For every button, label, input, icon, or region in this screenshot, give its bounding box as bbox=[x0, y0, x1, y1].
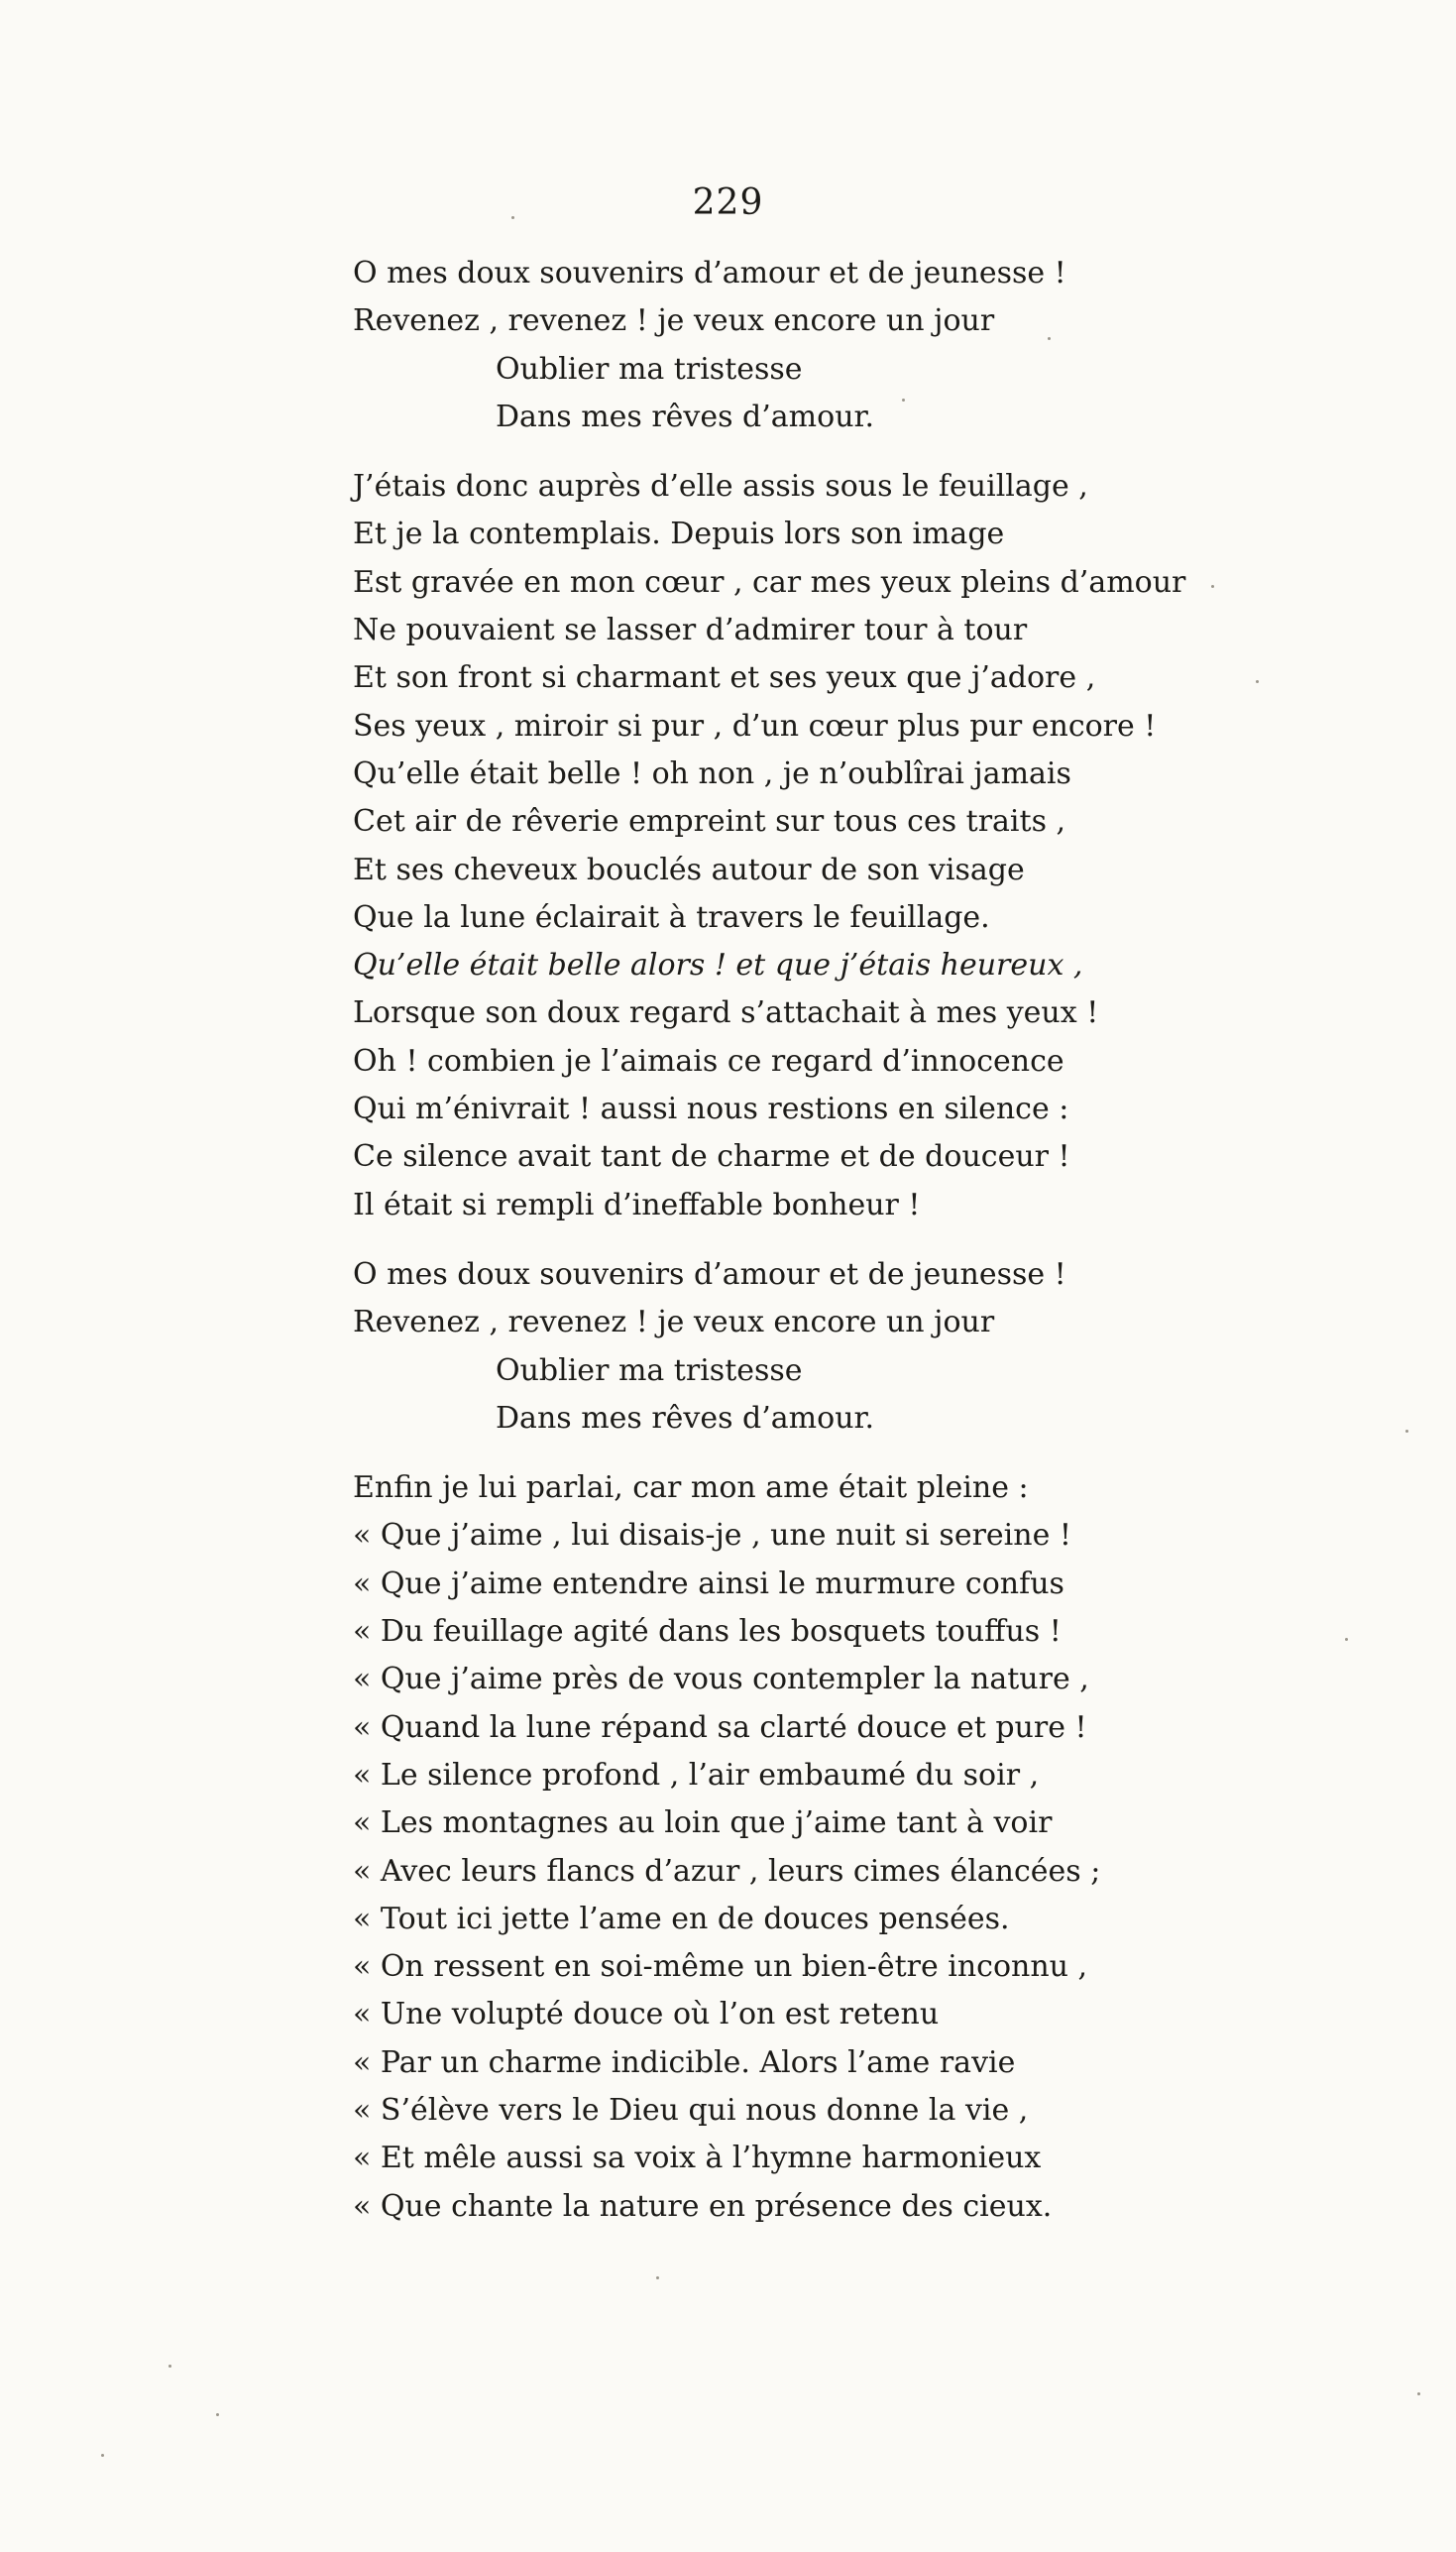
page-number: 229 bbox=[692, 182, 764, 223]
poem-line: « Que j’aime près de vous contempler la nature , bbox=[353, 1662, 1089, 1697]
poem-line: « Le silence profond , l’air embaumé du soir , bbox=[353, 1757, 1040, 1793]
poem-line: Qui m’énivrait ! aussi nous restions en silence : bbox=[353, 1092, 1069, 1127]
scan-speck bbox=[1345, 1638, 1348, 1641]
poem-line: « Tout ici jette l’ame en de douces pensées. bbox=[353, 1901, 1010, 1936]
scan-speck bbox=[1405, 1430, 1408, 1433]
verse-stanza bbox=[353, 463, 1344, 1229]
scan-speck bbox=[168, 2365, 171, 2368]
scan-speck bbox=[511, 216, 514, 219]
refrain-stanza bbox=[353, 1251, 1344, 1443]
poem-line: « Que j’aime entendre ainsi le murmure confus bbox=[353, 1566, 1064, 1601]
poem-line: Il était si rempli d’ineffable bonheur ! bbox=[353, 1187, 921, 1222]
poem-line: Revenez , revenez ! je veux encore un jour bbox=[353, 303, 995, 339]
scan-speck bbox=[101, 2454, 104, 2457]
poem-line: Revenez , revenez ! je veux encore un jour bbox=[353, 1305, 995, 1340]
poem-line: Qu’elle était belle ! oh non , je n’oublîrai jamais bbox=[353, 755, 1071, 791]
poem-line: Ce silence avait tant de charme et de douceur ! bbox=[353, 1139, 1070, 1175]
scan-speck bbox=[216, 2413, 219, 2416]
scan-speck bbox=[1417, 2392, 1420, 2395]
poem-line: Que la lune éclairait à travers le feuillage. bbox=[353, 899, 990, 935]
poem-line: Et ses cheveux bouclés autour de son visage bbox=[353, 852, 1025, 887]
poem-line: Ses yeux , miroir si pur , d’un cœur plus pur encore ! bbox=[353, 708, 1157, 744]
poem bbox=[353, 250, 1344, 2253]
poem-line: « Avec leurs flancs d’azur , leurs cimes élancées ; bbox=[353, 1853, 1101, 1889]
poem-line: « On ressent en soi-même un bien-être inconnu , bbox=[353, 1949, 1088, 1985]
poem-line: « Du feuillage agité dans les bosquets touffus ! bbox=[353, 1614, 1062, 1650]
poem-line: Cet air de rêverie empreint sur tous ces traits , bbox=[353, 804, 1066, 840]
poem-line: « S’élève vers le Dieu qui nous donne la vie , bbox=[353, 2092, 1029, 2128]
poem-line: « Et mêle aussi sa voix à l’hymne harmonieux bbox=[353, 2141, 1042, 2176]
poem-line: O mes doux souvenirs d’amour et de jeunesse ! bbox=[353, 1256, 1066, 1292]
poem-line: Oh ! combien je l’aimais ce regard d’innocence bbox=[353, 1043, 1064, 1079]
poem-line-indented: Oublier ma tristesse bbox=[496, 1352, 803, 1388]
scan-speck bbox=[656, 2276, 659, 2279]
poem-line: « Par un charme indicible. Alors l’ame ravie bbox=[353, 2044, 1016, 2080]
scan-speck bbox=[1256, 680, 1259, 683]
poem-line: « Une volupté douce où l’on est retenu bbox=[353, 1997, 940, 2032]
poem-line: « Que chante la nature en présence des cieux. bbox=[353, 2188, 1053, 2224]
poem-line: Et je la contemplais. Depuis lors son image bbox=[353, 517, 1005, 552]
poem-line-indented: Dans mes rêves d’amour. bbox=[496, 1400, 875, 1436]
scan-speck bbox=[1211, 585, 1214, 588]
poem-line: Lorsque son doux regard s’attachait à mes yeux ! bbox=[353, 995, 1099, 1031]
poem-line: « Que j’aime , lui disais-je , une nuit si sereine ! bbox=[353, 1518, 1071, 1554]
poem-line-indented: Oublier ma tristesse bbox=[496, 351, 803, 387]
poem-line: J’étais donc auprès d’elle assis sous le feuillage , bbox=[353, 469, 1088, 505]
refrain-stanza bbox=[353, 250, 1344, 441]
scan-speck bbox=[1048, 337, 1051, 340]
poem-line: « Quand la lune répand sa clarté douce et pure ! bbox=[353, 1709, 1087, 1745]
poem-line: O mes doux souvenirs d’amour et de jeunesse ! bbox=[353, 256, 1066, 290]
poem-line-indented: Dans mes rêves d’amour. bbox=[496, 399, 875, 434]
verse-stanza bbox=[353, 1464, 1344, 2231]
poem-line: Enfin je lui parlai, car mon ame était pleine : bbox=[353, 1470, 1029, 1506]
poem-line: Est gravée en mon cœur , car mes yeux pleins d’amour bbox=[353, 564, 1186, 600]
poem-line: « Les montagnes au loin que j’aime tant à voir bbox=[353, 1805, 1053, 1841]
poem-line: Et son front si charmant et ses yeux que j’adore , bbox=[353, 660, 1096, 696]
scan-speck bbox=[902, 399, 905, 402]
poem-line: Ne pouvaient se lasser d’admirer tour à tour bbox=[353, 613, 1028, 648]
poem-line-italic: Qu’elle était belle alors ! et que j’étais heureux , bbox=[353, 948, 1083, 984]
